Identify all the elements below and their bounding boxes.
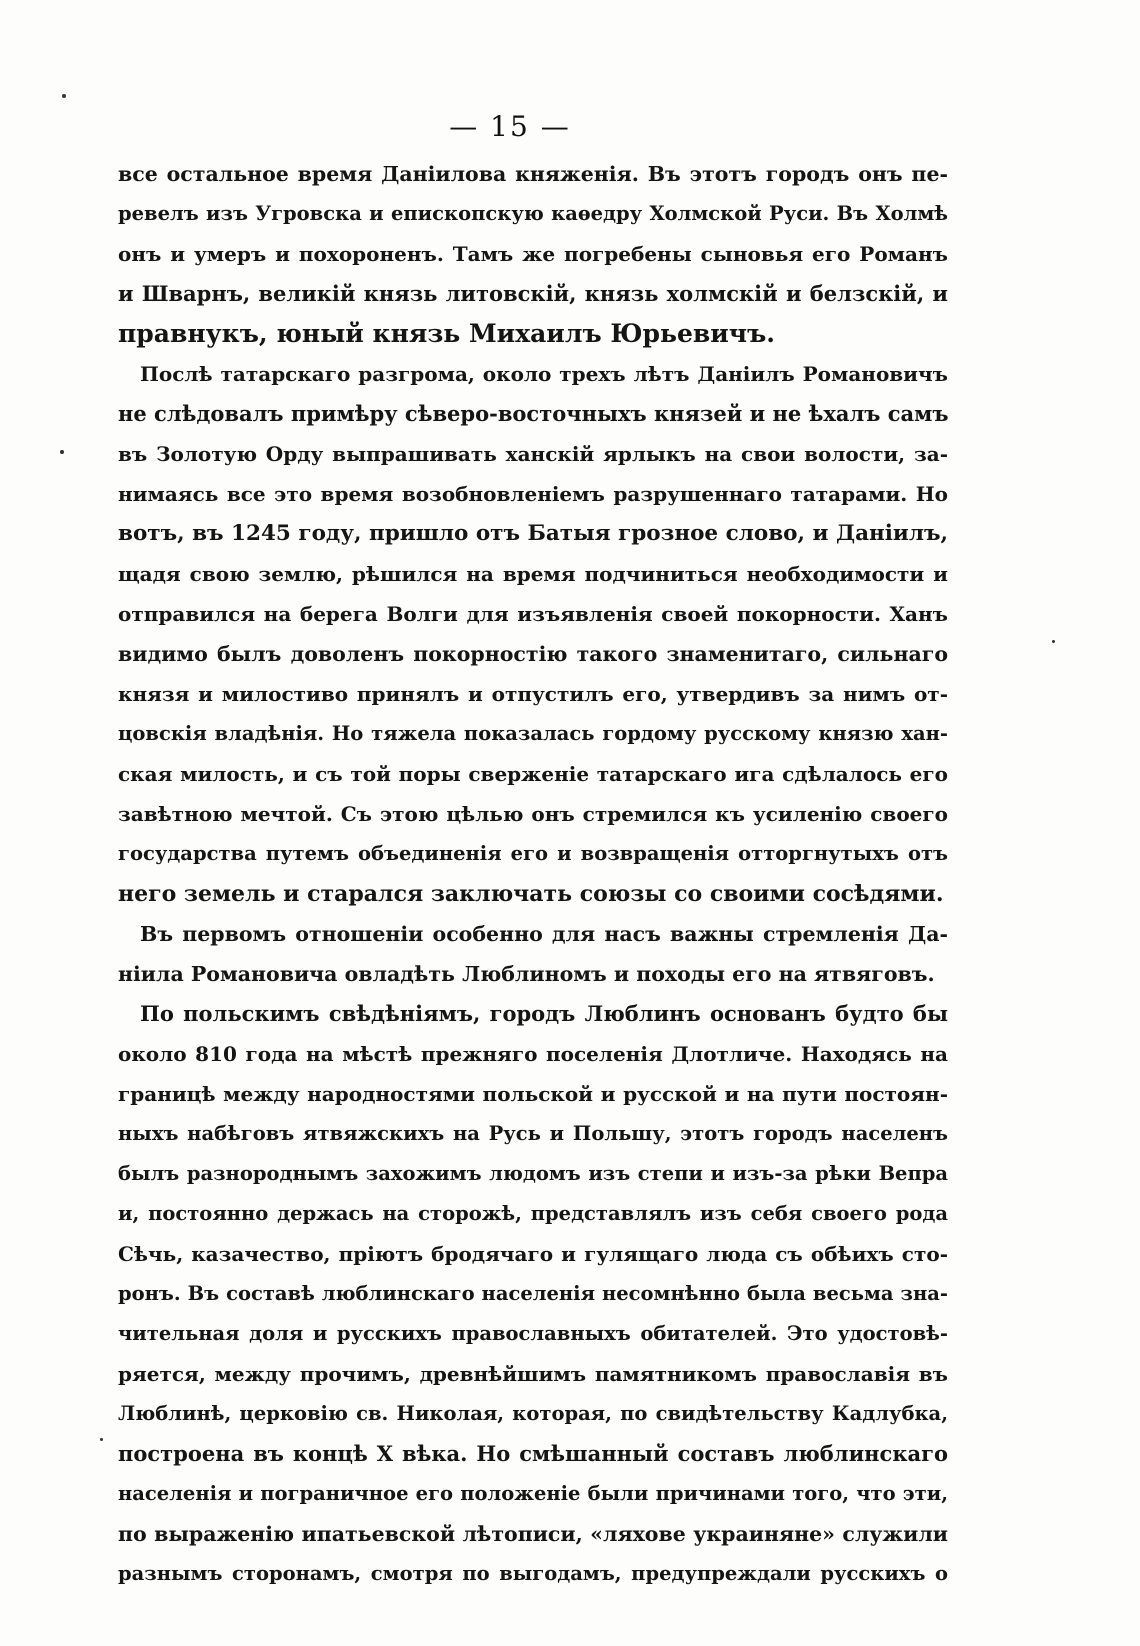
text-line: щадя свою землю, рѣшился на время подчиниться необходимости и: [118, 562, 948, 586]
text-line: около 810 года на мѣстѣ прежняго поселенія Длотличе. Находясь на: [118, 1042, 948, 1066]
text-line: ныхъ набѣговъ ятвяжскихъ на Русь и Польшу, этотъ городъ населенъ: [118, 1122, 948, 1145]
text-line: ская милость, и съ той поры сверженіе татарскаго ига сдѣлалось его: [118, 762, 948, 786]
text-line: Люблинѣ, церковію св. Николая, которая, по свидѣтельству Кадлубка,: [118, 1402, 948, 1425]
text-line: въ Золотую Орду выпрашивать ханскій ярлыкъ на свои волости, за-: [118, 442, 948, 466]
text-line: государства путемъ объединенія его и возвращенія отторгнутыхъ отъ: [118, 842, 948, 865]
text-line: нимаясь все это время возобновленіемъ разрушеннаго татарами. Но: [118, 482, 948, 506]
text-line: ніила Романовича овладѣть Люблиномъ и походы его на ятвяговъ.: [118, 962, 935, 986]
text-line: князя и милостиво принялъ и отпустилъ его, утвердивъ за нимъ от-: [118, 682, 948, 706]
text-line: разнымъ сторонамъ, смотря по выгодамъ, предупреждали русскихъ о: [118, 1562, 948, 1585]
print-speck: [62, 94, 66, 98]
print-speck: [1052, 640, 1055, 643]
text-line: населенія и пограничное его положеніе были причинами того, что эти,: [118, 1482, 948, 1505]
text-line: Въ первомъ отношеніи особенно для насъ важны стремленія Да-: [140, 922, 948, 946]
text-line: и, постоянно держась на сторожѣ, представлялъ изъ себя своего рода: [118, 1202, 948, 1225]
text-line: завѣтною мечтой. Съ этою цѣлью онъ стремился къ усиленію своего: [118, 802, 948, 826]
text-line: ряется, между прочимъ, древнѣйшимъ памятникомъ православія въ: [118, 1362, 948, 1386]
text-line: него земель и старался заключать союзы со своими сосѣдями.: [118, 881, 944, 907]
text-line: ронъ. Въ составѣ люблинскаго населенія несомнѣнно была весьма зна-: [118, 1282, 948, 1305]
text-line: онъ и умеръ и похороненъ. Тамъ же погребены сыновья его Романъ: [118, 242, 948, 266]
text-line: ревелъ изъ Угровска и епископскую каѳедру Холмской Руси. Въ Холмѣ: [118, 202, 948, 225]
text-line: не слѣдовалъ примѣру сѣверо-восточныхъ князей и не ѣхалъ самъ: [118, 401, 949, 426]
text-line: и Шварнъ, великій князь литовскій, князь холмскій и белзскій, и: [118, 281, 948, 306]
text-line: границѣ между народностями польской и русской и на пути постоян-: [118, 1082, 948, 1106]
text-line: Послѣ татарскаго разгрома, около трехъ лѣтъ Даніилъ Романовичъ: [140, 362, 948, 386]
text-line: чительная доля и русскихъ православныхъ обитателей. Это удостовѣ-: [118, 1322, 948, 1345]
page-number: — 15 —: [449, 110, 571, 143]
text-line: Сѣчь, казачество, пріютъ бродячаго и гулящаго люда съ обѣихъ сто-: [118, 1242, 948, 1266]
body-text: [118, 154, 948, 1594]
print-speck: [100, 1438, 103, 1441]
text-line: былъ разнороднымъ захожимъ людомъ изъ степи и изъ-за рѣки Вепра: [118, 1162, 948, 1185]
text-line: по выраженію ипатьевской лѣтописи, «ляхове украиняне» служили: [118, 1522, 948, 1546]
text-line: цовскія владѣнія. Но тяжела показалась гордому русскому князю хан-: [118, 722, 948, 745]
text-line: построена въ концѣ X вѣка. Но смѣшанный составъ люблинскаго: [118, 1441, 948, 1466]
text-line: видимо былъ доволенъ покорностію такого знаменитаго, сильнаго: [118, 642, 948, 666]
print-speck: [60, 450, 64, 454]
text-line: вотъ, въ 1245 году, пришло отъ Батыя грозное слово, и Даніилъ,: [118, 521, 948, 546]
text-line: все остальное время Даніилова княженія. Въ этотъ городъ онъ пе-: [118, 162, 948, 186]
text-line: По польскимъ свѣдѣніямъ, городъ Люблинъ основанъ будто бы: [140, 1001, 948, 1026]
text-line: отправился на берега Волги для изъявленія своей покорности. Ханъ: [118, 602, 948, 626]
text-line: правнукъ, юный князь Михаилъ Юрьевичъ.: [118, 319, 775, 348]
